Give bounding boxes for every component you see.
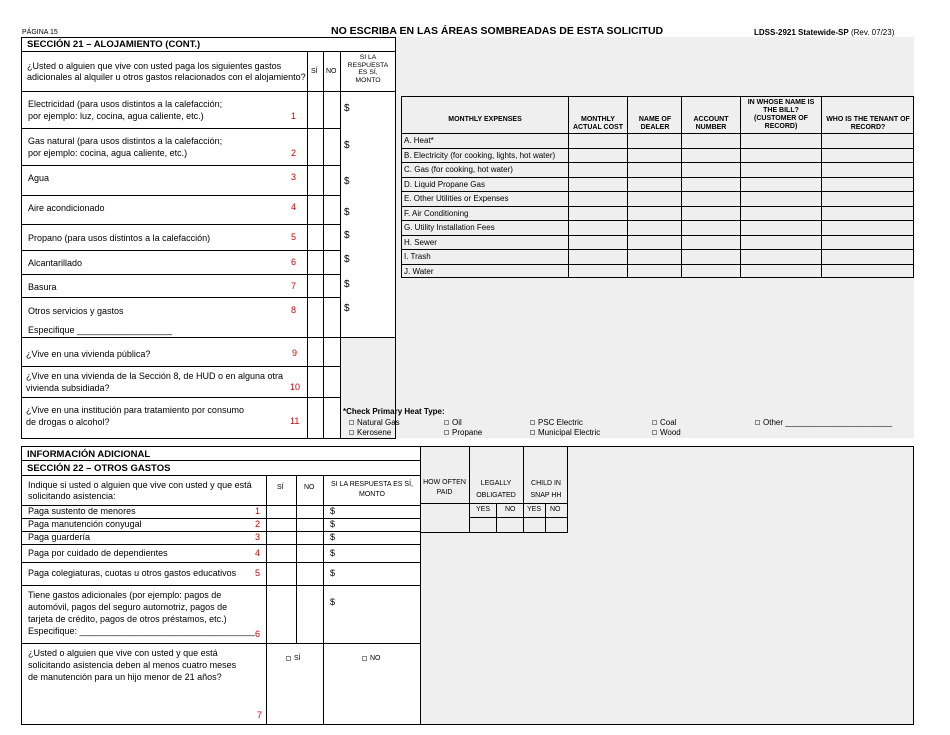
s21-row-8-line1: Otros servicios y gastos <box>28 306 124 316</box>
col-no: NO <box>326 68 337 75</box>
s22-row-6-amount[interactable]: $ <box>330 597 336 607</box>
s22-row-5-num: 5 <box>255 568 261 578</box>
expense-row-label: C. Gas (for cooking, hot water) <box>404 165 513 174</box>
s21-row-6-text <box>28 257 82 269</box>
s21-row-2-amount[interactable]: $ <box>344 140 350 151</box>
s22-row-6-line3: tarjeta de crédito, pagos de otros préstamos, etc.) <box>28 614 227 624</box>
s22-row-3-amount[interactable]: $ <box>330 532 336 542</box>
s21-row-1-text <box>28 98 222 122</box>
heat-option-label: Oil <box>452 418 462 427</box>
s22-row-5-text: Paga colegiaturas, cuotas u otros gastos educativos <box>28 568 237 578</box>
heat-option-label: Natural Gas <box>357 418 400 427</box>
s21-row-5-num: 5 <box>291 232 297 242</box>
s21-row-10-line2: vivienda subsidiada? <box>26 383 110 393</box>
s22-row-7-text <box>28 647 236 683</box>
expense-row-label: I. Trash <box>404 252 431 261</box>
s21-row-8-amount[interactable]: $ <box>344 303 350 314</box>
s21-row-3-text <box>28 172 49 184</box>
checkbox-icon <box>652 430 657 435</box>
s21-row-6-amount[interactable]: $ <box>344 254 350 265</box>
s21-row-7-amount[interactable]: $ <box>344 279 350 290</box>
s22-row-2-amount[interactable]: $ <box>330 519 336 529</box>
s21-row-3-num: 3 <box>291 172 297 182</box>
col-amount-l3: ES SÍ, <box>358 69 378 76</box>
form-title: NO ESCRIBA EN LAS ÁREAS SOMBREADAS DE ESTA SOLICITUD <box>331 25 664 37</box>
form-revision: (Rev. 07/23) <box>850 28 895 37</box>
s22-row-7-line2: solicitando asistencia deben al menos cuatro meses <box>28 660 237 670</box>
exp-header-tenant: WHO IS THE TENANT OF RECORD? <box>826 116 910 131</box>
s21-row-1-line1: Electricidad (para usos distintos a la calefacción; <box>28 99 223 109</box>
s21-row-6-line1: Alcantarillado <box>28 258 83 268</box>
section21-question-line2: adicionales al alquiler u otros gastos relacionados con el alojamiento? <box>27 72 306 82</box>
col-si: SÍ <box>311 68 318 75</box>
section21-question <box>27 61 306 83</box>
s21-row-8-num: 8 <box>291 305 297 315</box>
s22-col-si: SÍ <box>277 484 284 491</box>
s22-row-2-text: Paga manutención conyugal <box>28 519 142 529</box>
s21-row-11-num: 11 <box>290 416 300 426</box>
s21-row-7-text <box>28 281 57 293</box>
additional-title: INFORMACIÓN ADICIONAL <box>27 449 151 460</box>
heat-option-label: Other ________________________ <box>763 418 893 427</box>
heat-option-municipal-electric[interactable] <box>530 428 600 437</box>
heat-option-psc-electric[interactable] <box>530 418 583 427</box>
checkbox-icon <box>530 430 535 435</box>
legally-no: NO <box>505 506 516 513</box>
checkbox-icon <box>444 430 449 435</box>
heat-option-other[interactable] <box>755 418 892 427</box>
expense-row-label: B. Electricity (for cooking, lights, hot water) <box>404 150 556 160</box>
checkbox-icon <box>286 656 291 661</box>
expense-row-label: H. Sewer <box>404 237 437 247</box>
s21-row-5-line1: Propano (para usos distintos a la calefacción) <box>28 233 211 243</box>
col-legally-obligated: LEGALLY OBLIGATED <box>476 480 516 499</box>
section21-title: SECCIÓN 21 – ALOJAMIENTO (CONT.) <box>27 39 201 50</box>
s21-row-1-line2: por ejemplo: luz, cocina, agua caliente, etc.) <box>28 111 204 121</box>
s22-row-4-text: Paga por cuidado de dependientes <box>28 547 168 558</box>
expense-row-label: J. Water <box>404 266 434 276</box>
section22-question-line1: Indique si usted o alguien que vive con usted y que está <box>28 480 252 490</box>
s21-row-2-line1: Gas natural (para usos distintos a la calefacción; <box>28 136 223 146</box>
s22-row-7-line1: ¿Usted o alguien que vive con usted y que está <box>28 648 218 658</box>
exp-header-account: ACCOUNT NUMBER <box>693 116 729 131</box>
s22-row-6-line4: Especifique: ___________________________________ <box>28 626 255 636</box>
s22-row-6-line1: Tiene gastos adicionales (por ejemplo: pagos de <box>28 590 222 600</box>
heat-option-wood[interactable] <box>652 428 681 437</box>
checkbox-icon <box>349 430 354 435</box>
heat-option-propane[interactable] <box>444 428 482 437</box>
col-child-in-snap: CHILD IN SNAP HH <box>530 480 562 499</box>
heat-option-label: Propane <box>452 428 483 437</box>
expense-row-label: G. Utility Installation Fees <box>404 223 495 232</box>
section22-question <box>28 480 252 502</box>
s21-row-10-text <box>26 370 283 394</box>
expense-row-label: A. Heat* <box>404 136 434 145</box>
s22-row-7-no-label: NO <box>370 655 381 662</box>
col-amount-l1: SI LA <box>359 54 377 61</box>
exp-header-dealer: NAME OF DEALER <box>638 116 672 131</box>
s21-row-4-line1: Aire acondicionado <box>28 203 105 213</box>
form-number: LDSS-2921 Statewide-SP <box>754 28 849 37</box>
s21-row-8-line2: Especifique ___________________ <box>28 325 173 335</box>
s22-row-7-no[interactable] <box>362 655 381 663</box>
s22-col-no: NO <box>304 484 315 491</box>
s21-row-4-amount[interactable]: $ <box>344 207 350 218</box>
checkbox-icon <box>652 420 657 425</box>
s21-row-7-line1: Basura <box>28 282 57 292</box>
col-amount <box>341 54 395 84</box>
heat-option-label: Municipal Electric <box>538 428 601 437</box>
s21-row-4-num: 4 <box>291 202 297 212</box>
s21-row-3-amount[interactable]: $ <box>344 176 350 187</box>
child-no: NO <box>550 506 561 513</box>
exp-header-expenses: MONTHLY EXPENSES <box>448 116 522 123</box>
expense-row-label: F. Air Conditioning <box>404 208 469 218</box>
s22-row-7-line3: de manutención para un hijo menor de 21 años? <box>28 672 222 682</box>
page-label: PÁGINA 15 <box>22 29 58 36</box>
col-amount-l4: MONTO <box>355 76 381 84</box>
s22-row-1-amount[interactable]: $ <box>330 506 336 516</box>
s21-row-9-num: 9 <box>292 348 298 358</box>
s21-row-6-num: 6 <box>291 257 297 267</box>
exp-header-cost: MONTHLY ACTUAL COST <box>572 116 624 131</box>
s22-row-1-num: 1 <box>255 506 261 516</box>
s22-row-4-amount[interactable]: $ <box>330 547 336 558</box>
heat-option-coal[interactable] <box>652 418 676 427</box>
s22-row-5-amount[interactable]: $ <box>330 568 336 578</box>
s21-row-11-line1: ¿Vive en una institución para tratamiento por consumo <box>26 405 244 415</box>
s21-row-1-num: 1 <box>291 111 297 121</box>
s22-col-amount: SI LA RESPUESTA ES SÍ, MONTO <box>331 481 413 498</box>
s21-row-2-line2: por ejemplo: cocina, agua caliente, etc.) <box>28 148 188 158</box>
checkbox-icon <box>362 656 367 661</box>
section21-question-line1: ¿Usted o alguien que vive con usted paga los siguientes gastos <box>27 61 282 71</box>
s22-row-7-num: 7 <box>257 710 263 720</box>
heat-option-kerosene[interactable] <box>349 428 391 437</box>
heat-option-label: Kerosene <box>357 428 392 437</box>
s21-row-4-text <box>28 202 105 214</box>
checkbox-icon <box>349 420 354 425</box>
s21-row-11-line2: de drogas o alcohol? <box>26 417 110 427</box>
heat-option-natural-gas[interactable] <box>349 418 400 427</box>
heat-option-label: Wood <box>660 428 681 437</box>
s22-row-7-si[interactable] <box>286 655 301 663</box>
s22-row-6-num: 6 <box>255 629 261 639</box>
s21-row-5-text <box>28 232 210 244</box>
s21-row-7-num: 7 <box>291 281 297 291</box>
s22-row-3-num: 3 <box>255 532 261 542</box>
s21-row-2-text <box>28 135 222 159</box>
s21-row-9-line1: ¿Vive en una vivienda pública? <box>26 349 151 359</box>
s21-row-3-line1: Agua <box>28 173 50 183</box>
exp-header-whose-name: IN WHOSE NAME IS THE BILL? (CUSTOMER OF RECORD) <box>747 99 815 130</box>
s21-row-8-text <box>28 305 172 336</box>
s22-row-2-num: 2 <box>255 519 261 529</box>
s21-row-9-text <box>26 348 150 360</box>
s22-row-4-num: 4 <box>255 547 261 558</box>
col-how-often: HOW OFTEN PAID <box>423 479 466 496</box>
heat-option-label: Coal <box>660 418 677 427</box>
section22-title: SECCIÓN 22 – OTROS GASTOS <box>27 463 171 474</box>
s22-row-1-text: Paga sustento de menores <box>28 506 136 516</box>
checkbox-icon <box>755 420 760 425</box>
heat-option-oil[interactable] <box>444 418 462 427</box>
legally-yes: YES <box>476 506 491 513</box>
s21-row-11-text <box>26 404 244 428</box>
s22-row-6-text <box>28 589 255 637</box>
s22-row-7-si-label: SÍ <box>294 655 301 662</box>
section22-question-line2: solicitando asistencia: <box>28 491 116 501</box>
s21-row-5-amount[interactable]: $ <box>344 230 350 241</box>
child-yes: YES <box>527 506 542 513</box>
col-amount-l2: RESPUESTA <box>347 61 389 69</box>
s21-row-10-num: 10 <box>290 382 301 392</box>
checkbox-icon <box>530 420 535 425</box>
form-id <box>754 28 894 37</box>
expense-row-label: E. Other Utilities or Expenses <box>404 194 509 203</box>
heat-option-label: PSC Electric <box>538 418 583 427</box>
expense-row-label: D. Liquid Propane Gas <box>404 179 485 189</box>
s21-row-1-amount[interactable]: $ <box>344 103 350 114</box>
heat-type-label: *Check Primary Heat Type: <box>343 407 445 416</box>
checkbox-icon <box>444 420 449 425</box>
s21-row-10-line1: ¿Vive en una vivienda de la Sección 8, de HUD o en alguna otra <box>26 371 283 381</box>
s22-row-3-text: Paga guardería <box>28 532 91 542</box>
s22-row-6-line2: automóvil, pagos del seguro automotriz, pagos de <box>28 602 228 612</box>
s21-row-2-num: 2 <box>291 148 297 158</box>
